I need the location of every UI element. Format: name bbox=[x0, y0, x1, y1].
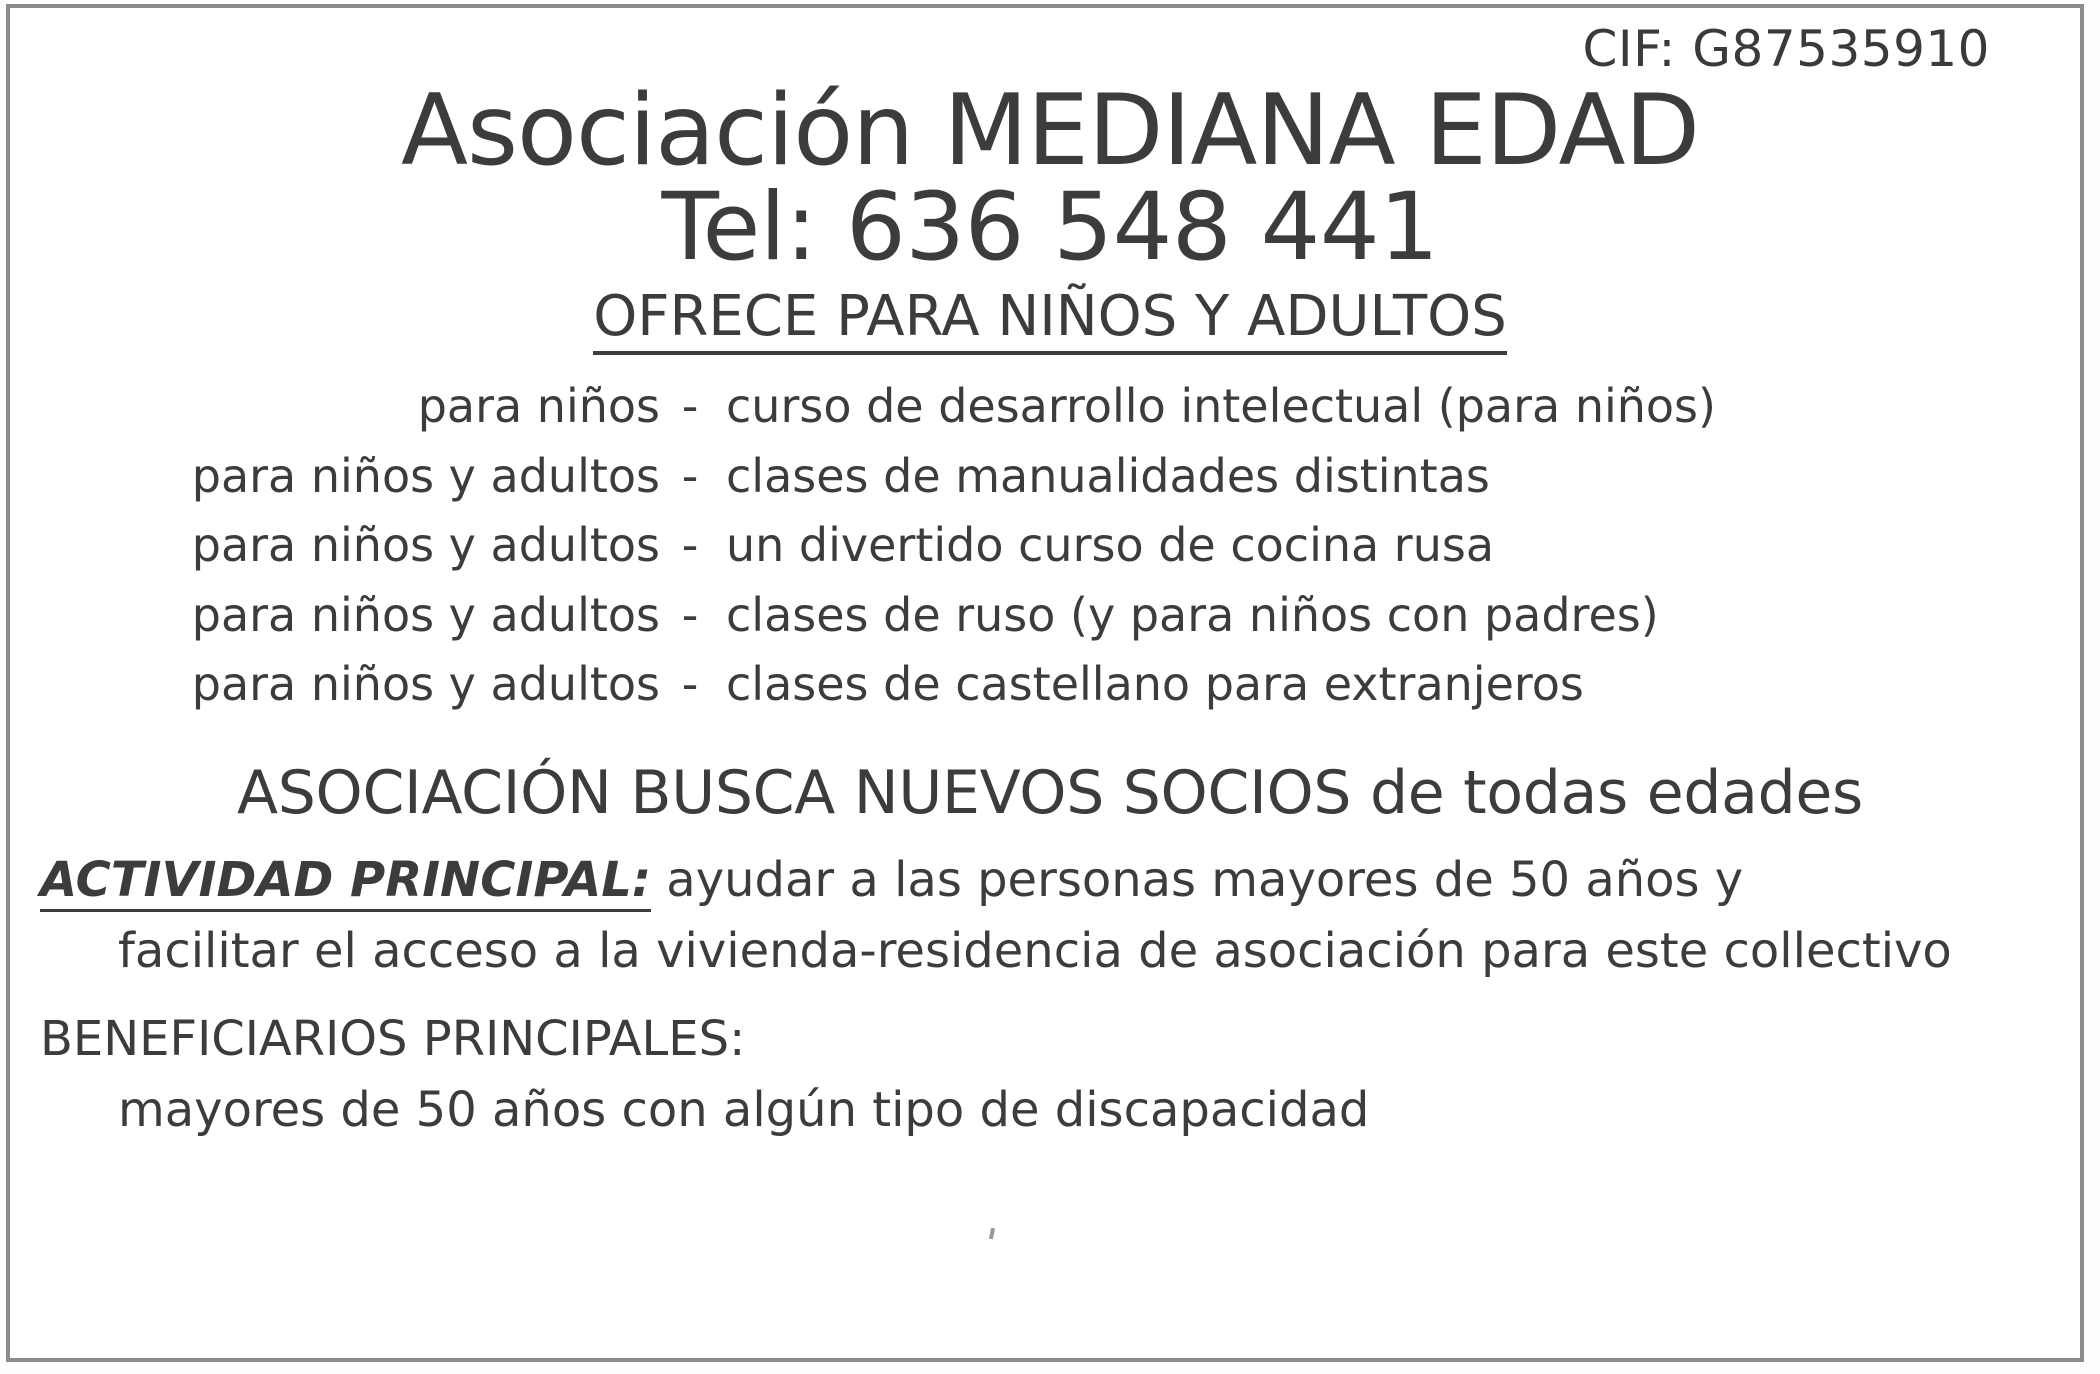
offer-audience: para niños y adultos bbox=[191, 518, 660, 573]
offer-separator: - bbox=[681, 379, 699, 433]
offer-description: un divertido curso de cocina rusa bbox=[726, 518, 1495, 573]
offer-separator: - bbox=[681, 448, 699, 503]
phone-number: Tel: 636 548 441 bbox=[661, 172, 1439, 282]
offer-description: curso de desarrollo intelectual (para niños) bbox=[726, 379, 1716, 433]
offer-audience: para niños y adultos bbox=[191, 657, 660, 712]
offer-audience: para niños y adultos bbox=[191, 448, 660, 503]
table-row bbox=[40, 372, 2060, 442]
cif-number: CIF: G87535910 bbox=[1582, 20, 1990, 78]
offers-table bbox=[40, 372, 2060, 720]
beneficiaries-label: BENEFICIARIOS PRINCIPALES: bbox=[40, 1010, 746, 1067]
offer-separator: - bbox=[681, 518, 699, 573]
offer-separator: - bbox=[681, 587, 699, 642]
beneficiaries-text: mayores de 50 años con algún tipo de discapacidad bbox=[118, 1082, 1370, 1139]
organization-title: Asociación MEDIANA EDAD bbox=[400, 74, 1700, 188]
table-row bbox=[40, 442, 2060, 512]
offer-description: clases de ruso (y para niños con padres) bbox=[726, 587, 1659, 642]
offer-audience: para niños y adultos bbox=[191, 587, 660, 642]
main-activity-text-continued: facilitar el acceso a la vivienda-residencia de asociación para este collectivo bbox=[118, 923, 1952, 980]
main-activity-block bbox=[40, 852, 2060, 981]
offer-description: clases de castellano para extranjeros bbox=[726, 657, 1584, 712]
offer-description: clases de manualidades distintas bbox=[726, 448, 1490, 503]
offers-heading bbox=[40, 286, 2060, 348]
table-row bbox=[40, 650, 2060, 720]
offer-separator: - bbox=[681, 657, 699, 712]
beneficiaries-block bbox=[40, 1011, 2060, 1140]
offer-audience: para niños bbox=[417, 379, 660, 433]
table-row bbox=[40, 581, 2060, 651]
members-wanted-line: ASOCIACIÓN BUSCA NUEVOS SOCIOS de todas edades bbox=[237, 757, 1863, 828]
offers-heading-text: OFRECE PARA NIÑOS Y ADULTOS bbox=[593, 284, 1507, 355]
table-row bbox=[40, 511, 2060, 581]
main-activity-label: ACTIVIDAD PRINCIPAL: bbox=[40, 852, 651, 912]
main-activity-text: ayudar a las personas mayores de 50 años y bbox=[666, 851, 1744, 908]
